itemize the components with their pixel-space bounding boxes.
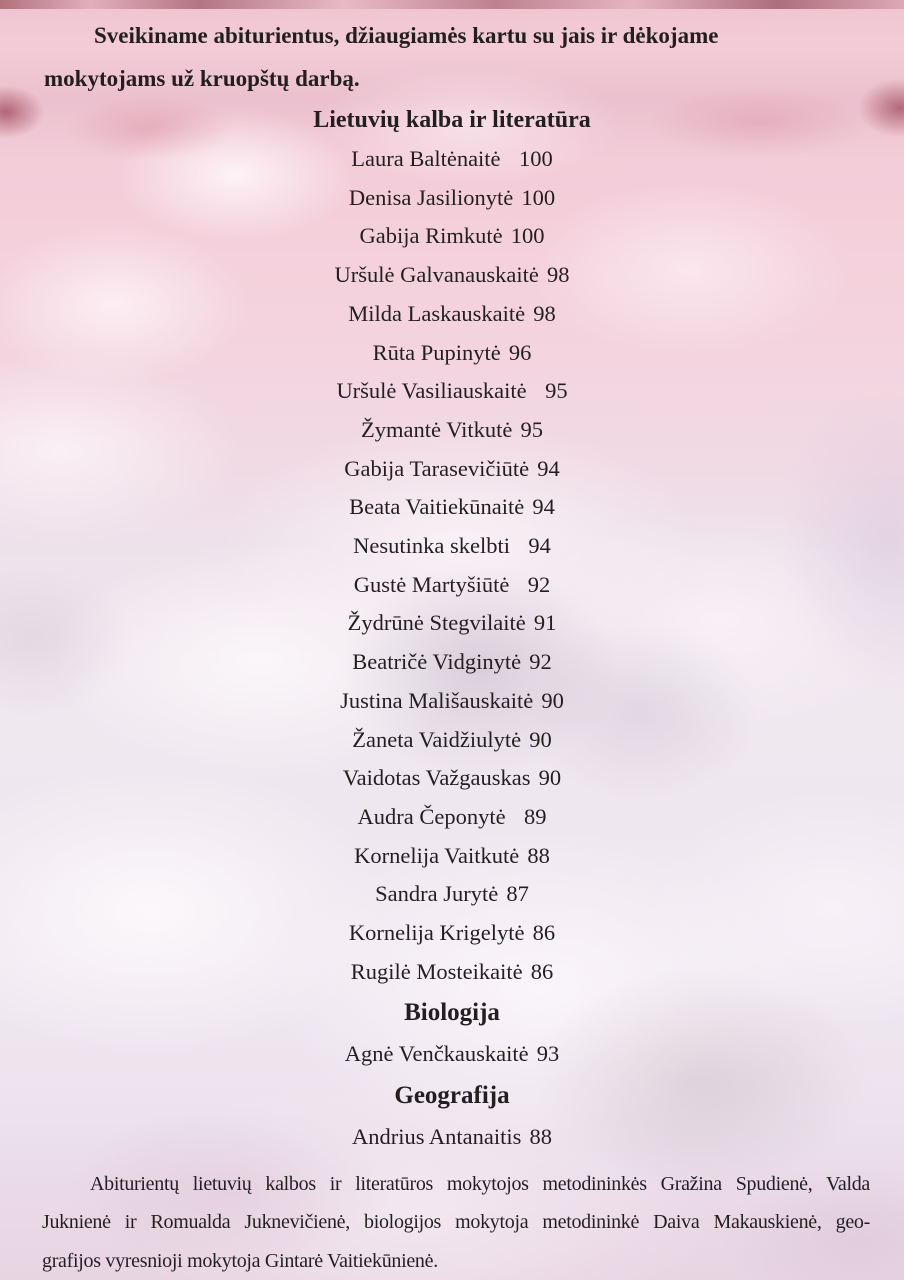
result-row bbox=[0, 372, 904, 411]
student-name: Agnė Venčkauskaitė bbox=[344, 1041, 529, 1067]
student-score: 94 bbox=[528, 533, 551, 559]
section-title-biologija: Biologija bbox=[404, 999, 500, 1027]
result-row bbox=[0, 488, 904, 527]
result-row bbox=[0, 256, 904, 295]
teachers-credit-line: Abiturientų lietuvių kalbos ir literatūros mokytojos metodininkės Gražina Spudienė, Valda bbox=[90, 1172, 870, 1195]
intro-paragraph bbox=[44, 14, 834, 100]
student-name: Kornelija Vaitkutė bbox=[354, 842, 520, 868]
student-name: Nesutinka skelbti bbox=[353, 533, 510, 559]
result-row bbox=[0, 179, 904, 218]
result-row bbox=[0, 566, 904, 605]
student-score: 100 bbox=[510, 223, 545, 249]
student-name: Žymantė Vitkutė bbox=[361, 416, 513, 442]
results-list-geografija bbox=[0, 1118, 904, 1157]
student-name: Uršulė Galvanauskaitė bbox=[334, 262, 539, 288]
student-name: Vaidotas Važgauskas bbox=[342, 765, 531, 791]
student-score: 89 bbox=[524, 803, 547, 829]
result-row bbox=[0, 875, 904, 914]
result-row bbox=[0, 643, 904, 682]
student-name: Rūta Pupinytė bbox=[372, 339, 501, 365]
result-row bbox=[0, 140, 904, 179]
student-score: 100 bbox=[518, 146, 553, 171]
student-name: Žaneta Vaidžiulytė bbox=[352, 726, 522, 752]
student-name: Milda Laskauskaitė bbox=[348, 300, 526, 326]
result-row bbox=[0, 759, 904, 798]
student-name: Beata Vaitiekūnaitė bbox=[349, 494, 525, 520]
result-row bbox=[0, 1035, 904, 1074]
student-score: 96 bbox=[508, 339, 532, 365]
results-list-biologija bbox=[0, 1035, 904, 1074]
student-score: 94 bbox=[537, 455, 560, 481]
intro-line: Sveikiname abiturientus, džiaugiamės kartu su jais ir dėkojame bbox=[94, 23, 719, 48]
student-name: Uršulė Vasiliauskaitė bbox=[336, 378, 527, 404]
result-row bbox=[0, 682, 904, 721]
student-name: Sandra Jurytė bbox=[375, 881, 499, 907]
student-score: 86 bbox=[530, 958, 554, 984]
result-row bbox=[0, 837, 904, 876]
teachers-credit-line: Juknienė ir Romualda Juknevičienė, biologijos mokytoja metodininkė Daiva Makauskienė, geo- bbox=[42, 1211, 870, 1234]
section-title-geografija: Geografija bbox=[394, 1082, 510, 1110]
result-row bbox=[0, 1118, 904, 1157]
student-score: 93 bbox=[536, 1041, 560, 1067]
result-row bbox=[0, 411, 904, 450]
student-name: Gabija Rimkutė bbox=[359, 223, 503, 249]
student-name: Denisa Jasilionytė bbox=[348, 184, 514, 210]
intro-line: mokytojams už kruopštų darbą. bbox=[44, 66, 360, 91]
student-name: Laura Baltėnaitė bbox=[351, 146, 501, 171]
result-row bbox=[0, 798, 904, 837]
student-score: 88 bbox=[529, 1124, 552, 1150]
student-name: Žydrūnė Stegvilaitė bbox=[347, 610, 526, 636]
student-score: 100 bbox=[521, 184, 556, 210]
result-row bbox=[0, 721, 904, 760]
student-score: 98 bbox=[533, 300, 556, 326]
student-name: Andrius Antanaitis bbox=[352, 1124, 522, 1150]
result-row bbox=[0, 217, 904, 256]
student-score: 90 bbox=[541, 687, 564, 713]
student-score: 87 bbox=[506, 881, 529, 907]
student-score: 92 bbox=[529, 649, 552, 675]
student-score: 91 bbox=[533, 610, 557, 636]
student-name: Kornelija Krigelytė bbox=[348, 920, 525, 946]
student-score: 88 bbox=[527, 842, 550, 868]
student-score: 98 bbox=[546, 262, 570, 288]
student-score: 95 bbox=[545, 378, 568, 404]
result-row bbox=[0, 914, 904, 953]
section-title-lietuviu-kalba-ir-literatura: Lietuvių kalba ir literatūra bbox=[313, 107, 591, 133]
student-name: Beatričė Vidginytė bbox=[352, 649, 522, 675]
teachers-credit-paragraph bbox=[42, 1165, 870, 1280]
student-name: Audra Čeponytė bbox=[357, 803, 506, 829]
student-score: 95 bbox=[520, 416, 543, 442]
student-score: 90 bbox=[538, 765, 562, 791]
student-name: Justina Mališauskaitė bbox=[340, 687, 534, 713]
results-list-lietuviu-kalba bbox=[0, 140, 904, 991]
result-row bbox=[0, 295, 904, 334]
student-name: Rugilė Mosteikaitė bbox=[350, 958, 523, 984]
student-name: Gabija Tarasevičiūtė bbox=[344, 455, 530, 481]
student-name: Gustė Martyšiūtė bbox=[353, 571, 510, 597]
result-row bbox=[0, 450, 904, 489]
result-row bbox=[0, 953, 904, 992]
result-row bbox=[0, 334, 904, 373]
student-score: 94 bbox=[532, 494, 555, 520]
result-row bbox=[0, 604, 904, 643]
student-score: 92 bbox=[527, 571, 551, 597]
result-row bbox=[0, 527, 904, 566]
teachers-credit-line: grafijos vyresnioji mokytoja Gintarė Vaitiekūnienė. bbox=[42, 1249, 438, 1272]
student-score: 90 bbox=[529, 726, 552, 752]
student-score: 86 bbox=[532, 920, 556, 946]
